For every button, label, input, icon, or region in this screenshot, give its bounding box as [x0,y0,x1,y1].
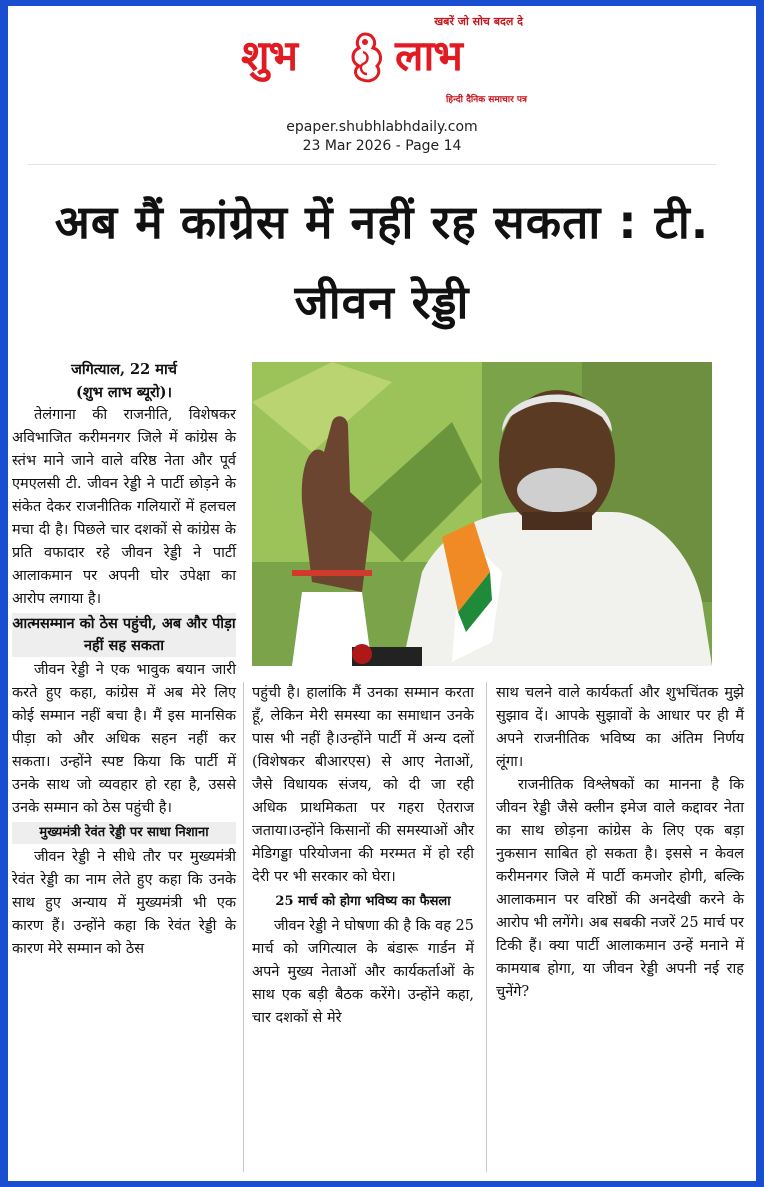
article-column-3 [496,682,744,1004]
paragraph-2: जीवन रेड्डी ने एक भावुक बयान जारी करते हुए कहा, कांग्रेस में अब मेरे लिए कोई सम्मान नहीं बचा है। मैं इस मानसिक पीड़ा को और अधिक सहन नहीं कर सकता। उन्होंने स्पष्ट किया कि पार्टी में उनके साथ जो व्यवहार हो रहा है, उससे उनके सम्मान को ठेस पहुंची है। [12,662,236,816]
epaper-page [8,6,756,1181]
subheading-2: मुख्यमंत्री रेवंत रेड्डी पर साधा निशाना [12,822,236,844]
newspaper-masthead[interactable] [235,8,533,113]
logo-word-right: लाभ [395,31,462,80]
edition-info [8,118,756,156]
paragraph-4-continued: साथ चलने वाले कार्यकर्ता और शुभचिंतक मुझे सुझाव दें। आपके सुझावों के आधार पर ही मैं अपने राजनीतिक भविष्य का अंतिम निर्णय लूंगा। [496,685,744,770]
paragraph-5: राजनीतिक विश्लेषकों का मानना है कि जीवन रेड्डी जैसे क्लीन इमेज वाले कद्दावर नेता का साथ छोड़ना कांग्रेस के लिए एक बड़ा नुकसान साबित हो सकता है। इससे न केवल करीमनगर जिले में पार्टी कमजोर होगी, बल्कि आलाकमान पर वरिष्ठों की अनदेखी करने के आरोप भी लगेंगे। अब सबकी नजरें 25 मार्च पर टिकी हैं। क्या पार्टी आलाकमान उन्हें मनाने में कामयाब होगा, या जीवन रेड्डी अपनी नई राह चुनेंगे? [496,777,744,1000]
dateline-place: जगित्याल, 22 मार्च [71,361,177,378]
ganesha-logo-icon [343,30,387,86]
date-page: 23 Mar 2026 - Page 14 [302,138,462,154]
article-column-2 [252,682,474,1030]
dateline-bureau: (शुभ लाभ ब्यूरो)। [75,384,173,401]
article-column-1 [12,358,236,961]
paragraph-3-continued: पहुंची है। हालांकि मैं उनका सम्मान करता हूँ, लेकिन मेरी समस्या का समाधान उनके पास भी नहीं है।उन्होंने पार्टी में अन्य दलों (विशेषकर बीआरएस) से आए नेताओं, जैसे विधायक संजय, को दी जा रही अधिक प्राथमिकता पर गहरा ऐतराज जताया।उन्होंने किसानों की समस्याओं और मेडिगड्डा परियोजना की मरम्मत में हो रही देरी पर भी सरकार को घेरा। [252,685,474,885]
article-photo[interactable] [252,362,712,666]
speaker-photo-icon [252,362,712,666]
logo-word-left: शुभ [241,31,298,80]
paragraph-1: तेलंगाना की राजनीति, विशेषकर अविभाजित करीमनगर जिले में कांग्रेस के स्तंभ माने जाने वाले वरिष्ठ नेता और पूर्व एमएलसी टी. जीवन रेड्डी ने पार्टी छोड़ने के संकेत देकर राजनीतिक गलियारों में हलचल मचा दी है। पिछले चार दशकों से कांग्रेस के प्रति वफादार रहे जीवन रेड्डी ने पार्टी आलाकमान पर अपनी घोर उपेक्षा का आरोप लगाया है। [12,407,236,607]
paragraph-3: जीवन रेड्डी ने सीधे तौर पर मुख्यमंत्री रेवंत रेड्डी का नाम लेते हुए कहा कि उनके साथ हुए अन्याय में मुख्यमंत्री भी एक कारण हैं। उन्होंने कहा कि रेवंत रेड्डी के कारण मेरे सम्मान को ठेस [12,849,236,957]
paragraph-4: जीवन रेड्डी ने घोषणा की है कि वह 25 मार्च को जगित्याल के बंडारू गार्डन में अपने मुख्य नेताओं और कार्यकर्ताओं के साथ एक बड़ी बैठक करेंगे। उन्होंने कहा, चार दशकों से मेरे [252,918,474,1026]
site-url[interactable]: epaper.shubhlabhdaily.com [286,119,478,135]
subheading-1: आत्मसम्मान को ठेस पहुंची, अब और पीड़ा नहीं सह सकता [12,613,236,657]
masthead-subtag: हिन्दी दैनिक समाचार पत्र [445,95,527,105]
subheading-3: 25 मार्च को होगा भविष्य का फैसला [252,891,474,913]
article-headline: अब मैं कांग्रेस में नहीं रह सकता : टी. जीवन रेड्डी [54,195,710,329]
header-divider [28,164,716,165]
masthead-tagline: खबरें जो सोच बदल दे [434,15,523,28]
column-divider-1 [243,682,244,1172]
column-divider-2 [486,682,487,1172]
